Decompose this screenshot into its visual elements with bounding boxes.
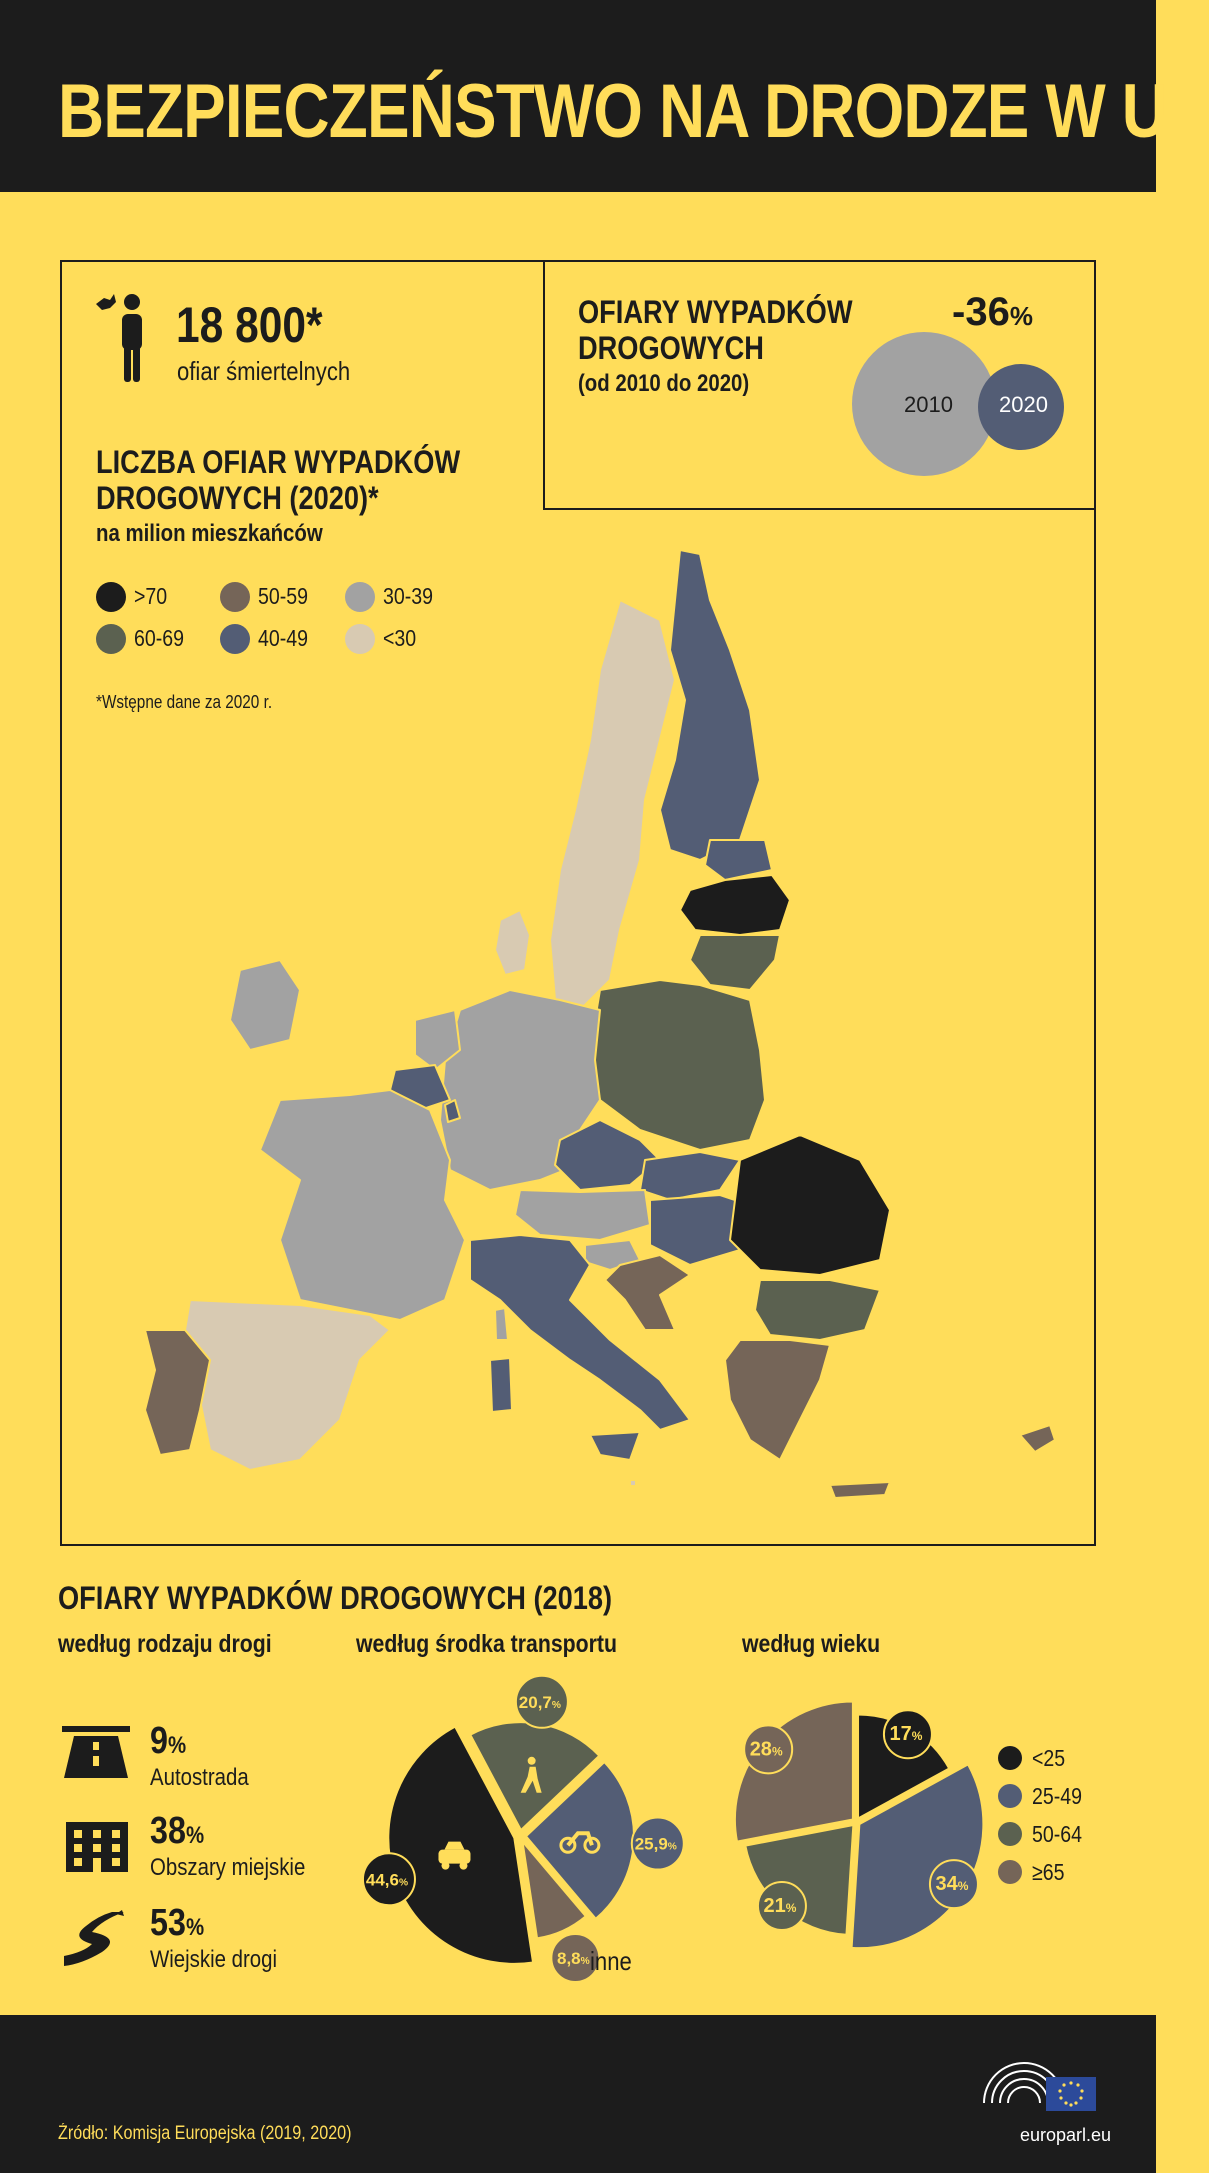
comparison-heading-line2: DROGOWYCH xyxy=(578,330,764,366)
road-highway-value: 9 xyxy=(150,1720,168,1762)
road-urban-label: Obszary miejskie xyxy=(150,1854,306,1881)
change-value-group xyxy=(952,290,1033,335)
header-bar xyxy=(0,0,1209,192)
transport-pie-chart xyxy=(365,1690,677,1990)
site-link[interactable]: europarl.eu xyxy=(1020,2125,1112,2145)
road-highway-label: Autostrada xyxy=(150,1764,249,1791)
legend-label: >70 xyxy=(134,583,168,609)
road-rural-label: Wiejskie drogi xyxy=(150,1946,277,1973)
pie-value-badge xyxy=(884,1710,932,1758)
pie-value-badge xyxy=(744,1725,792,1773)
by-road-heading: według rodzaju drogi xyxy=(58,1630,272,1658)
pie-value-label: 25,9% xyxy=(634,1834,677,1854)
road-urban-value: 38 xyxy=(150,1810,186,1852)
age-legend-label: 25-49 xyxy=(1032,1783,1083,1809)
legend-label: 40-49 xyxy=(258,625,309,651)
pie-value-label: 21% xyxy=(763,1895,797,1918)
legend-label: 60-69 xyxy=(134,625,185,651)
legend-label: 30-39 xyxy=(383,583,434,609)
person-with-dove-icon xyxy=(92,290,152,386)
year-2020-label: 2020 xyxy=(999,392,1048,417)
page-title: BEZPIECZEŃSTWO NA DRODZE W UE xyxy=(58,69,1209,154)
age-legend-swatch xyxy=(998,1784,1022,1808)
eu-map xyxy=(100,540,900,1520)
fatalities-value: 18 800* xyxy=(176,297,323,353)
road-highway-unit: % xyxy=(167,1732,187,1759)
road-urban-value-group xyxy=(150,1810,204,1853)
legend-label: <30 xyxy=(383,625,417,651)
pie-value-badge xyxy=(758,1882,806,1930)
country-poland xyxy=(590,980,765,1150)
country-bulgaria xyxy=(755,1280,880,1340)
country-croatia xyxy=(605,1255,690,1330)
country-portugal xyxy=(145,1330,210,1455)
age-legend-swatch xyxy=(998,1822,1022,1846)
pie-value-label: 8,8% xyxy=(557,1949,590,1969)
pie-value-label: 44,6% xyxy=(365,1870,409,1890)
pie-value-badge xyxy=(516,1676,568,1728)
country-romania xyxy=(730,1135,890,1275)
island-sicily xyxy=(590,1432,640,1460)
country-malta xyxy=(630,1480,636,1486)
map-footnote: *Wstępne dane za 2020 r. xyxy=(96,692,273,712)
country-austria xyxy=(515,1190,650,1240)
source-text: Źródło: Komisja Europejska (2019, 2020) xyxy=(58,2123,352,2144)
comparison-heading-line1: OFIARY WYPADKÓW xyxy=(578,294,853,330)
pie-value-badge xyxy=(930,1860,978,1908)
country-greece xyxy=(725,1340,830,1460)
pie-value-label: 20,7% xyxy=(518,1692,561,1712)
age-pie-chart xyxy=(724,1692,994,1962)
building-icon xyxy=(66,1822,128,1872)
island-sardinia xyxy=(490,1358,512,1412)
road-rural-unit: % xyxy=(185,1914,205,1941)
pie-value-label: 28% xyxy=(749,1738,783,1761)
country-denmark xyxy=(495,910,530,975)
road-rural-value-group xyxy=(150,1902,204,1945)
country-estonia xyxy=(705,840,772,880)
road-rural-value: 53 xyxy=(150,1902,186,1944)
legend-label: 50-59 xyxy=(258,583,309,609)
age-legend-label: ≥65 xyxy=(1032,1859,1065,1885)
fatalities-label: ofiar śmiertelnych xyxy=(177,356,351,386)
footer-bar xyxy=(0,2015,1156,2173)
pie-value-label: 34% xyxy=(935,1873,969,1896)
european-parliament-logo xyxy=(980,2053,1098,2113)
highway-icon xyxy=(62,1722,130,1778)
section-2018-heading: OFIARY WYPADKÓW DROGOWYCH (2018) xyxy=(58,1580,613,1616)
age-legend-label: <25 xyxy=(1032,1745,1066,1771)
island-corsica xyxy=(495,1308,508,1340)
comparison-period: (od 2010 do 2020) xyxy=(578,370,750,397)
country-latvia xyxy=(680,875,790,935)
age-legend-swatch xyxy=(998,1746,1022,1770)
map-subheading: na milion mieszkańców xyxy=(96,520,323,547)
change-value: -36 xyxy=(952,290,1010,334)
country-lithuania xyxy=(690,935,780,990)
road-urban-unit: % xyxy=(185,1822,205,1849)
map-heading-line2: DROGOWYCH (2020)* xyxy=(96,480,379,516)
island-crete xyxy=(830,1482,890,1498)
road-highway-value-group xyxy=(150,1720,186,1763)
pie-value-badge xyxy=(632,1818,684,1870)
by-age-heading: według wieku xyxy=(742,1630,881,1658)
country-spain xyxy=(185,1300,390,1470)
change-unit: % xyxy=(1009,301,1033,331)
year-2010-label: 2010 xyxy=(904,392,953,417)
pie-slice xyxy=(735,1701,853,1841)
pie-value-label: 17% xyxy=(889,1723,923,1746)
winding-road-icon xyxy=(62,1910,130,1968)
map-heading-line1: LICZBA OFIAR WYPADKÓW xyxy=(96,444,461,480)
country-slovakia xyxy=(640,1152,740,1200)
age-legend-label: 50-64 xyxy=(1032,1821,1083,1847)
transport-other-label: inne xyxy=(590,1946,632,1976)
country-france xyxy=(260,1090,465,1320)
country-finland xyxy=(660,550,760,860)
pie-value-badge xyxy=(363,1853,415,1905)
country-ireland xyxy=(230,960,300,1050)
age-legend-swatch xyxy=(998,1860,1022,1884)
country-sweden xyxy=(550,600,675,1010)
by-transport-heading: według środka transportu xyxy=(356,1630,617,1658)
